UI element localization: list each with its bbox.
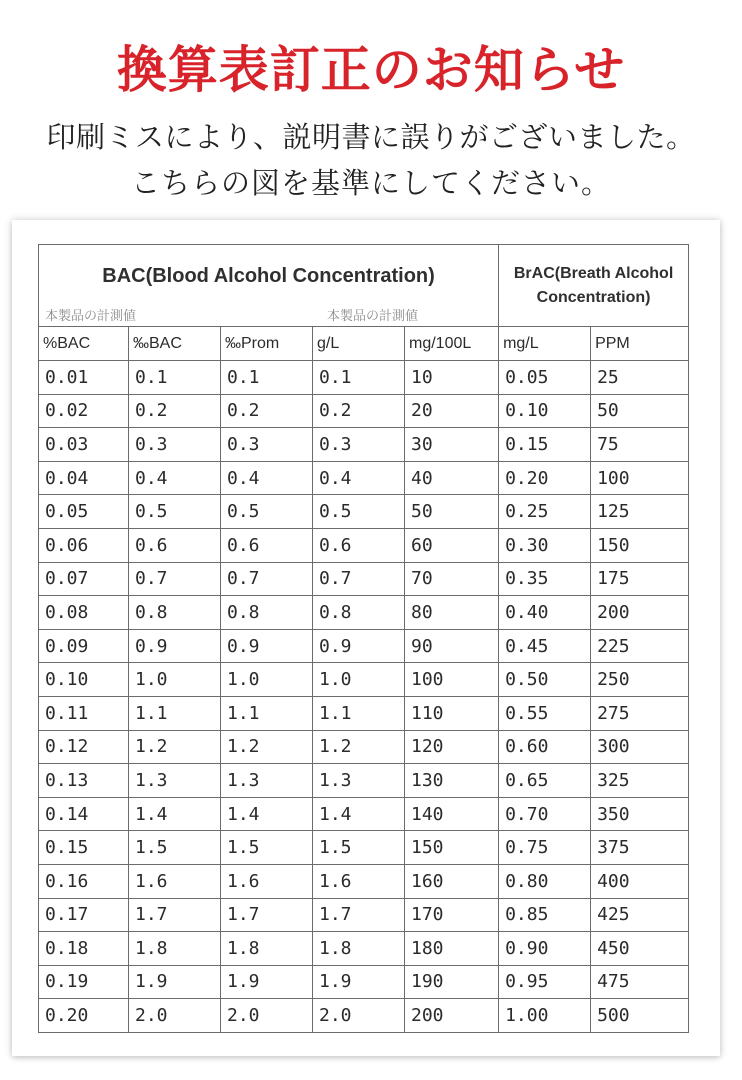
table-cell: 0.4 bbox=[221, 461, 313, 495]
table-row bbox=[39, 831, 689, 865]
table-cell: 0.8 bbox=[313, 596, 405, 630]
product-label-left: 本製品の計測値 bbox=[45, 309, 137, 324]
table-cell: 0.75 bbox=[499, 831, 591, 865]
table-cell: 0.9 bbox=[129, 629, 221, 663]
table-cell: 2.0 bbox=[129, 999, 221, 1033]
table-cell: 1.1 bbox=[313, 696, 405, 730]
table-cell: 0.17 bbox=[39, 898, 129, 932]
table-cell: 0.20 bbox=[39, 999, 129, 1033]
table-cell: 100 bbox=[405, 663, 499, 697]
unit-header-cell: ‰BAC bbox=[129, 327, 221, 361]
table-cell: 0.1 bbox=[221, 361, 313, 395]
table-cell: 400 bbox=[591, 864, 689, 898]
table-cell: 0.7 bbox=[129, 562, 221, 596]
unit-header-cell: PPM bbox=[591, 327, 689, 361]
table-cell: 250 bbox=[591, 663, 689, 697]
unit-header-cell: ‰Prom bbox=[221, 327, 313, 361]
table-cell: 130 bbox=[405, 764, 499, 798]
table-cell: 0.13 bbox=[39, 764, 129, 798]
table-cell: 0.20 bbox=[499, 461, 591, 495]
table-cell: 0.85 bbox=[499, 898, 591, 932]
table-row bbox=[39, 999, 689, 1033]
table-cell: 1.3 bbox=[313, 764, 405, 798]
table-cell: 1.7 bbox=[313, 898, 405, 932]
units-row bbox=[39, 327, 689, 361]
table-cell: 70 bbox=[405, 562, 499, 596]
table-cell: 1.0 bbox=[221, 663, 313, 697]
table-cell: 475 bbox=[591, 965, 689, 999]
bac-header: BAC(Blood Alcohol Concentration) bbox=[102, 265, 435, 287]
table-cell: 0.4 bbox=[313, 461, 405, 495]
table-cell: 275 bbox=[591, 696, 689, 730]
table-cell: 0.8 bbox=[129, 596, 221, 630]
table-cell: 60 bbox=[405, 528, 499, 562]
table-cell: 0.35 bbox=[499, 562, 591, 596]
table-cell: 1.00 bbox=[499, 999, 591, 1033]
table-cell: 180 bbox=[405, 932, 499, 966]
table-cell: 225 bbox=[591, 629, 689, 663]
table-cell: 0.16 bbox=[39, 864, 129, 898]
table-row bbox=[39, 898, 689, 932]
table-cell: 50 bbox=[591, 394, 689, 428]
table-cell: 0.65 bbox=[499, 764, 591, 798]
table-cell: 125 bbox=[591, 495, 689, 529]
table-row bbox=[39, 461, 689, 495]
unit-header-cell: %BAC bbox=[39, 327, 129, 361]
table-cell: 1.7 bbox=[129, 898, 221, 932]
table-cell: 0.2 bbox=[313, 394, 405, 428]
product-label-right: 本製品の計測値 bbox=[327, 309, 419, 324]
table-cell: 350 bbox=[591, 797, 689, 831]
unit-header-cell: mg/100L bbox=[405, 327, 499, 361]
table-cell: 300 bbox=[591, 730, 689, 764]
brac-header-line-2: Concentration) bbox=[536, 288, 651, 306]
table-cell: 100 bbox=[591, 461, 689, 495]
conversion-table bbox=[38, 244, 689, 1033]
table-cell: 2.0 bbox=[221, 999, 313, 1033]
table-cell: 1.5 bbox=[313, 831, 405, 865]
table-cell: 10 bbox=[405, 361, 499, 395]
table-cell: 0.9 bbox=[313, 629, 405, 663]
table-cell: 375 bbox=[591, 831, 689, 865]
table-row bbox=[39, 965, 689, 999]
table-cell: 1.8 bbox=[129, 932, 221, 966]
table-cell: 0.02 bbox=[39, 394, 129, 428]
table-cell: 1.9 bbox=[129, 965, 221, 999]
table-cell: 1.5 bbox=[129, 831, 221, 865]
table-cell: 75 bbox=[591, 428, 689, 462]
table-cell: 1.0 bbox=[313, 663, 405, 697]
table-cell: 0.80 bbox=[499, 864, 591, 898]
table-row bbox=[39, 864, 689, 898]
table-cell: 50 bbox=[405, 495, 499, 529]
table-row bbox=[39, 428, 689, 462]
table-cell: 1.9 bbox=[313, 965, 405, 999]
unit-header-cell: g/L bbox=[313, 327, 405, 361]
brac-header-cell bbox=[499, 245, 689, 327]
table-cell: 0.12 bbox=[39, 730, 129, 764]
table-cell: 1.5 bbox=[221, 831, 313, 865]
table-cell: 175 bbox=[591, 562, 689, 596]
brac-header-line-1: BrAC(Breath Alcohol bbox=[513, 264, 674, 282]
table-cell: 1.2 bbox=[129, 730, 221, 764]
table-row bbox=[39, 361, 689, 395]
table-cell: 0.2 bbox=[221, 394, 313, 428]
table-row bbox=[39, 629, 689, 663]
table-cell: 0.45 bbox=[499, 629, 591, 663]
table-row bbox=[39, 764, 689, 798]
table-cell: 0.10 bbox=[39, 663, 129, 697]
table-row bbox=[39, 528, 689, 562]
bac-header-cell bbox=[39, 245, 499, 327]
table-cell: 0.7 bbox=[313, 562, 405, 596]
table-cell: 0.10 bbox=[499, 394, 591, 428]
table-cell: 425 bbox=[591, 898, 689, 932]
table-cell: 0.8 bbox=[221, 596, 313, 630]
table-cell: 1.9 bbox=[221, 965, 313, 999]
table-cell: 0.3 bbox=[221, 428, 313, 462]
header-row bbox=[39, 245, 689, 327]
table-row bbox=[39, 596, 689, 630]
table-cell: 1.1 bbox=[129, 696, 221, 730]
table-cell: 1.8 bbox=[313, 932, 405, 966]
table-cell: 1.4 bbox=[313, 797, 405, 831]
table-cell: 1.0 bbox=[129, 663, 221, 697]
table-cell: 40 bbox=[405, 461, 499, 495]
table-cell: 0.01 bbox=[39, 361, 129, 395]
table-cell: 0.7 bbox=[221, 562, 313, 596]
table-cell: 1.1 bbox=[221, 696, 313, 730]
table-cell: 0.09 bbox=[39, 629, 129, 663]
table-cell: 0.90 bbox=[499, 932, 591, 966]
table-cell: 2.0 bbox=[313, 999, 405, 1033]
table-cell: 0.03 bbox=[39, 428, 129, 462]
page-title: 換算表訂正のお知らせ bbox=[116, 41, 626, 99]
table-cell: 0.14 bbox=[39, 797, 129, 831]
table-cell: 0.19 bbox=[39, 965, 129, 999]
table-cell: 1.6 bbox=[129, 864, 221, 898]
table-cell: 0.30 bbox=[499, 528, 591, 562]
unit-header-cell: mg/L bbox=[499, 327, 591, 361]
table-row bbox=[39, 730, 689, 764]
table-cell: 0.4 bbox=[129, 461, 221, 495]
table-cell: 0.9 bbox=[221, 629, 313, 663]
table-cell: 0.04 bbox=[39, 461, 129, 495]
table-cell: 190 bbox=[405, 965, 499, 999]
table-cell: 0.07 bbox=[39, 562, 129, 596]
table-cell: 0.05 bbox=[39, 495, 129, 529]
table-cell: 120 bbox=[405, 730, 499, 764]
table-cell: 0.06 bbox=[39, 528, 129, 562]
table-cell: 1.6 bbox=[221, 864, 313, 898]
table-cell: 0.55 bbox=[499, 696, 591, 730]
table-cell: 450 bbox=[591, 932, 689, 966]
table-cell: 0.6 bbox=[313, 528, 405, 562]
table-cell: 90 bbox=[405, 629, 499, 663]
table-row bbox=[39, 663, 689, 697]
table-cell: 0.05 bbox=[499, 361, 591, 395]
table-row bbox=[39, 797, 689, 831]
table-cell: 1.4 bbox=[221, 797, 313, 831]
table-cell: 0.11 bbox=[39, 696, 129, 730]
table-cell: 200 bbox=[591, 596, 689, 630]
table-cell: 0.15 bbox=[499, 428, 591, 462]
table-cell: 0.25 bbox=[499, 495, 591, 529]
table-cell: 500 bbox=[591, 999, 689, 1033]
table-cell: 0.15 bbox=[39, 831, 129, 865]
table-cell: 30 bbox=[405, 428, 499, 462]
table-cell: 140 bbox=[405, 797, 499, 831]
table-cell: 0.08 bbox=[39, 596, 129, 630]
table-cell: 1.2 bbox=[221, 730, 313, 764]
table-cell: 0.6 bbox=[129, 528, 221, 562]
table-cell: 0.1 bbox=[313, 361, 405, 395]
table-cell: 1.3 bbox=[221, 764, 313, 798]
table-row bbox=[39, 932, 689, 966]
table-row bbox=[39, 394, 689, 428]
table-cell: 0.5 bbox=[313, 495, 405, 529]
table-cell: 0.70 bbox=[499, 797, 591, 831]
table-cell: 0.5 bbox=[221, 495, 313, 529]
table-cell: 150 bbox=[405, 831, 499, 865]
table-cell: 0.50 bbox=[499, 663, 591, 697]
conversion-card bbox=[12, 220, 720, 1056]
table-cell: 1.2 bbox=[313, 730, 405, 764]
table-cell: 325 bbox=[591, 764, 689, 798]
table-cell: 170 bbox=[405, 898, 499, 932]
table-cell: 0.18 bbox=[39, 932, 129, 966]
table-cell: 1.8 bbox=[221, 932, 313, 966]
table-cell: 0.3 bbox=[313, 428, 405, 462]
table-cell: 80 bbox=[405, 596, 499, 630]
table-cell: 110 bbox=[405, 696, 499, 730]
notice-line-2: こちらの図を基準にしてください。 bbox=[130, 166, 611, 200]
table-row bbox=[39, 696, 689, 730]
notice-line-1: 印刷ミスにより、説明書に誤りがございました。 bbox=[46, 120, 696, 154]
table-cell: 1.4 bbox=[129, 797, 221, 831]
table-row bbox=[39, 495, 689, 529]
table-cell: 160 bbox=[405, 864, 499, 898]
table-cell: 150 bbox=[591, 528, 689, 562]
table-cell: 0.40 bbox=[499, 596, 591, 630]
table-cell: 20 bbox=[405, 394, 499, 428]
table-cell: 25 bbox=[591, 361, 689, 395]
table-cell: 0.3 bbox=[129, 428, 221, 462]
table-cell: 200 bbox=[405, 999, 499, 1033]
table-row bbox=[39, 562, 689, 596]
table-cell: 0.6 bbox=[221, 528, 313, 562]
table-cell: 1.3 bbox=[129, 764, 221, 798]
table-cell: 0.1 bbox=[129, 361, 221, 395]
table-cell: 0.60 bbox=[499, 730, 591, 764]
table-cell: 0.2 bbox=[129, 394, 221, 428]
table-cell: 1.7 bbox=[221, 898, 313, 932]
table-cell: 0.95 bbox=[499, 965, 591, 999]
table-cell: 0.5 bbox=[129, 495, 221, 529]
table-cell: 1.6 bbox=[313, 864, 405, 898]
